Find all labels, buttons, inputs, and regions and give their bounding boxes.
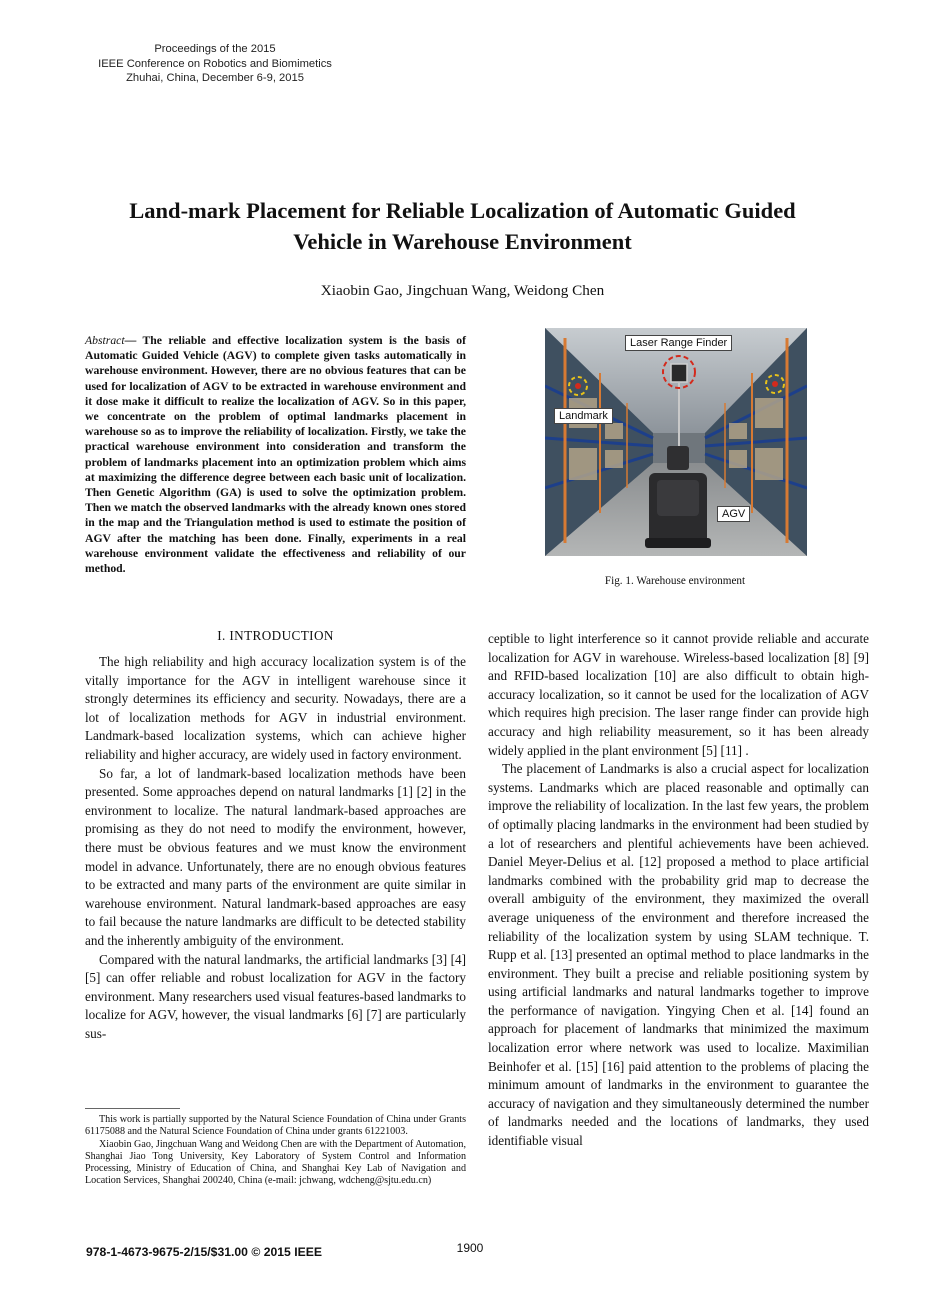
- footnote-rule: [85, 1108, 180, 1109]
- abstract-label: Abstract: [85, 334, 125, 347]
- callout-laser-range-finder: Laser Range Finder: [625, 335, 732, 351]
- left-column: [85, 653, 466, 1043]
- footnote: This work is partially supported by the Natural Science Foundation of China under Grants 61175088 and the Natural Science Foundation of China under grants 61221003.: [85, 1114, 466, 1138]
- footnotes: [85, 1114, 466, 1188]
- page-number: 1900: [456, 1241, 484, 1255]
- callout-landmark: Landmark: [554, 408, 613, 424]
- paragraph: The placement of Landmarks is also a crucial aspect for localization systems. Landmarks which are placed reasonable and optimally can improve the reliability of localization. In the last few years, the problem of optimally placing landmarks in the environment had been studied by a lot of researchers and plentiful achievements have been achieved. Daniel Meyer-Delius et al. [12] proposed a method to place artificial landmarks combined with the probability grid map to decrease the overall ambiguity of the environment, they maximized the overall average uniqueness of the environment and therefore increased the reliability of the localization system by using SLAM technique. T. Rupp et al. [13] presented an optimal method to place landmarks in the environment. They built a precise and reliable positioning system by using artificial landmarks and natural landmarks together to improve the performance of navigation. Yingying Chen et al. [14] found an approach for placement of landmarks that minimized the maximum localization error where network was used to localize. Maximilian Beinhofer et al. [15] [16] paid attention to the problems of placing the minimum amount of landmarks in the environment to guarantee the accuracy of navigation and they simultaneously determined the number of landmarks needed and the locations of landmarks, they used identifiable visual: [488, 761, 869, 1149]
- paragraph: Compared with the natural landmarks, the artificial landmarks [3] [4] [5] can offer reliable and robust localization for AGV in the factory environment. Many researchers used visual features-based landmarks to localize for AGV, however, the visual landmarks [6] [7] are particularly sus-: [85, 951, 466, 1041]
- title-line: Land-mark Placement for Reliable Localization of Automatic Guided: [129, 198, 796, 223]
- paragraph-continued: ceptible to light interference so it cannot provide reliable and accurate localization for AGV in warehouse. Wireless-based localization [8] [9] and RFID-based localization [10] are also difficult to obtain high-accuracy localization, so it cannot be used for the localization of AGV which requires high precision. The laser range finder can provide high accuracy and high reliability measurement, so it has been already widely applied in the plant environment [5] [11] .: [488, 631, 869, 758]
- footnote: Xiaobin Gao, Jingchuan Wang and Weidong Chen are with the Department of Automation, Shanghai Jiao Tong University, Key Laboratory of System Control and Information Processing, Ministry of Education of China, and Shanghai Key Lab of Navigation and Location Services, Shanghai 200240, China (e-mail: jchwang, wdcheng@sjtu.edu.cn): [85, 1138, 466, 1187]
- figure-warehouse: [545, 328, 807, 556]
- proceedings-line: Proceedings of the 2015: [154, 43, 276, 55]
- abstract-text: — The reliable and effective localization system is the basis of Automatic Guided Vehicle (AGV) to complete given tasks automatically in warehouse environment. However, there are no obvious features that can be used for localization of AGV to be extracted in warehouse environment and it dose make it difficult to realize the localization of AGV. So in this paper, we concentrate on the problem of optimal landmarks placement in warehouse so as to improve the reliability of localization. Firstly, we take the practical warehouse environment into consideration and transform the problem of landmarks placement into an optimization problem which aims at maximizing the difference degree between each basic unit of localization. Then Genetic Algorithm (GA) is used to solve the optimization problem. Then we match the observed landmarks with the already known ones stored in the map and the Triangulation method is used to estimate the position of AGV after the matching has been done. Finally, experiments in a real warehouse environment validate the effectiveness and reliability of our method.: [85, 334, 466, 576]
- paragraph: So far, a lot of landmark-based localization methods have been presented. Some approaches depend on natural landmarks [1] [2] in the environment to localize. The natural landmark-based approaches are promising as they do not need to modify the environment, however, there must be obvious features and we must know the environment model in advance. Unfortunately, there are no enough obvious features to be extracted and many parts of the environment are quite similar in warehouse environment. Natural landmark-based approaches are easy to fail because the nature landmarks are difficult to be detected stability and the inherently ambiguity of the environment.: [85, 765, 466, 948]
- title-line: Vehicle in Warehouse Environment: [293, 229, 632, 254]
- callout-agv: AGV: [717, 506, 750, 522]
- section-heading: I. INTRODUCTION: [217, 628, 334, 643]
- proceedings-line: IEEE Conference on Robotics and Biomimetics: [98, 57, 332, 70]
- abstract: [85, 333, 466, 576]
- figure-caption: Fig. 1. Warehouse environment: [604, 575, 746, 587]
- right-column: [488, 630, 869, 1151]
- warehouse-photo: [545, 328, 807, 556]
- paragraph: The high reliability and high accuracy localization system is of the vitally importance for the AGV in intelligent warehouse since it strongly determines its efficiency and security. Nowadays, there are a lot of localization methods for AGV in industrial environment. Landmark-based localization systems, which can achieve higher reliability and higher accuracy, are widely used in factory environment.: [85, 654, 466, 762]
- proceedings-line: Zhuhai, China, December 6-9, 2015: [126, 72, 304, 84]
- proceedings-header: [84, 42, 346, 86]
- isbn-copyright: 978-1-4673-9675-2/15/$31.00 © 2015 IEEE: [86, 1245, 322, 1259]
- paper-title: [60, 195, 865, 257]
- authors: Xiaobin Gao, Jingchuan Wang, Weidong Chen: [320, 282, 605, 299]
